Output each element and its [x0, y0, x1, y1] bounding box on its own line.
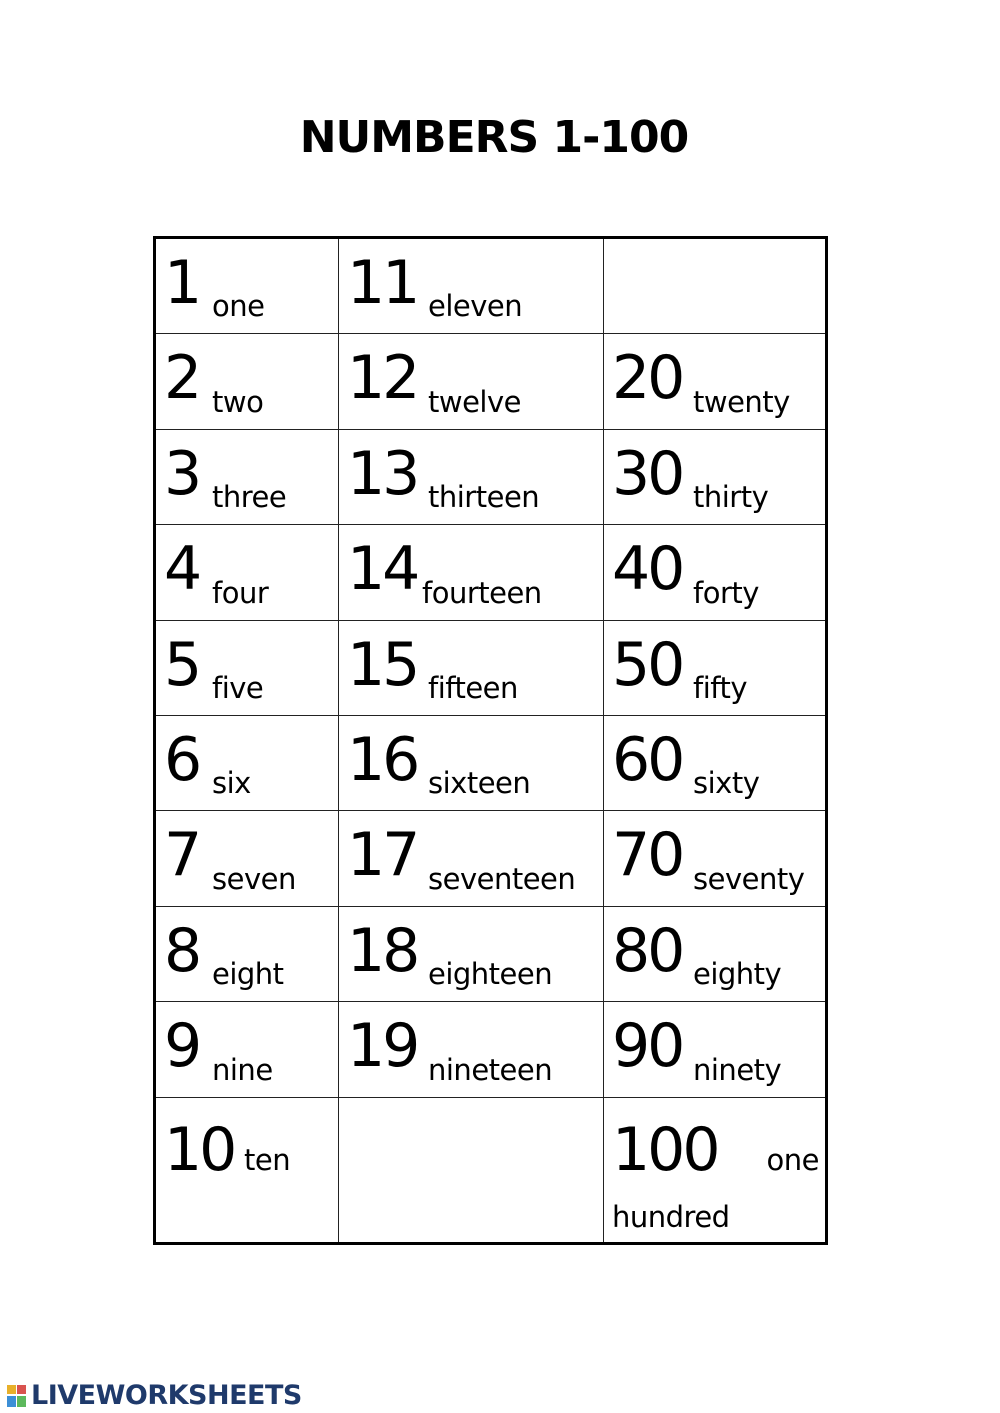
table-cell: [156, 239, 339, 334]
number-word: sixty: [693, 766, 760, 801]
table-cell: [604, 907, 825, 1002]
table-cell: [156, 1098, 339, 1242]
liveworksheets-logo-icon: [6, 1383, 28, 1409]
number-digit: 16: [347, 724, 418, 795]
table-cell: [604, 811, 825, 906]
number-digit: 50: [612, 629, 683, 700]
number-word: eighteen: [428, 957, 553, 992]
table-cell: [339, 716, 604, 811]
number-word: fifteen: [428, 670, 518, 705]
number-word: thirteen: [428, 480, 540, 515]
number-word: nineteen: [428, 1052, 553, 1087]
table-cell: [339, 907, 604, 1002]
number-digit: 9: [164, 1011, 200, 1082]
table-cell: [339, 239, 604, 334]
number-digit: 19: [347, 1011, 418, 1082]
table-cell: [604, 621, 825, 716]
number-digit: 12: [347, 343, 418, 414]
number-digit: 2: [164, 343, 200, 414]
number-digit: 80: [612, 915, 683, 986]
table-cell: [604, 716, 825, 811]
table-cell: [604, 430, 825, 525]
number-digit: 18: [347, 915, 418, 986]
number-word: eight: [212, 957, 284, 992]
empty-cell: [339, 1098, 604, 1242]
number-digit: 14: [347, 534, 418, 605]
table-cell: [339, 621, 604, 716]
numbers-table: [153, 236, 828, 1245]
number-digit: 8: [164, 915, 200, 986]
number-word: six: [212, 766, 251, 801]
number-digit: 20: [612, 343, 683, 414]
number-word: fourteen: [422, 575, 542, 610]
logo-text: LIVEWORKSHEETS: [31, 1380, 302, 1411]
number-word: seventeen: [428, 861, 576, 896]
page-title: NUMBERS 1-100: [299, 112, 689, 163]
number-digit: 17: [347, 820, 418, 891]
number-digit: 70: [612, 820, 683, 891]
number-digit: 13: [347, 438, 418, 509]
number-word: five: [212, 670, 264, 705]
number-word: seventy: [693, 861, 805, 896]
number-word: eighty: [693, 957, 782, 992]
table-cell: [604, 1098, 825, 1242]
number-digit: 6: [164, 724, 200, 795]
table-cell: [156, 621, 339, 716]
table-cell: [339, 1002, 604, 1097]
number-digit: 60: [612, 724, 683, 795]
number-digit: 40: [612, 534, 683, 605]
number-digit: 90: [612, 1011, 683, 1082]
number-word: one: [766, 1142, 819, 1177]
table-cell: [156, 907, 339, 1002]
number-digit: 10: [164, 1114, 235, 1185]
table-cell: [604, 525, 825, 620]
number-word: nine: [212, 1052, 273, 1087]
table-cell: [604, 334, 825, 429]
number-word: thirty: [693, 480, 769, 515]
table-cell: [156, 525, 339, 620]
number-digit: 1: [164, 248, 200, 318]
liveworksheets-logo[interactable]: [6, 1380, 302, 1411]
table-cell: [604, 1002, 825, 1097]
table-cell: [339, 811, 604, 906]
number-word: ninety: [693, 1052, 782, 1087]
number-digit: 7: [164, 820, 200, 891]
number-word: two: [212, 384, 264, 419]
number-digit: 4: [164, 534, 200, 605]
number-digit: 11: [347, 248, 418, 318]
number-word: seven: [212, 861, 296, 896]
number-word: four: [212, 575, 269, 610]
table-cell: [339, 525, 604, 620]
empty-cell: [604, 239, 825, 334]
number-word: ten: [244, 1142, 291, 1177]
number-word: twenty: [693, 384, 790, 419]
number-word: one: [212, 289, 265, 324]
table-cell: [156, 811, 339, 906]
number-word: three: [212, 480, 287, 515]
number-digit: 5: [164, 629, 200, 700]
number-word: sixteen: [428, 766, 531, 801]
table-cell: [156, 1002, 339, 1097]
number-digit: 100: [612, 1114, 718, 1185]
number-word: twelve: [428, 384, 521, 419]
number-word: eleven: [428, 289, 523, 324]
table-cell: [156, 430, 339, 525]
number-word: hundred: [612, 1200, 730, 1234]
table-cell: [339, 334, 604, 429]
number-word: fifty: [693, 670, 747, 705]
table-cell: [339, 430, 604, 525]
number-digit: 3: [164, 438, 200, 509]
table-cell: [156, 716, 339, 811]
number-digit: 30: [612, 438, 683, 509]
number-word: forty: [693, 575, 759, 610]
number-digit: 15: [347, 629, 418, 700]
table-cell: [156, 334, 339, 429]
